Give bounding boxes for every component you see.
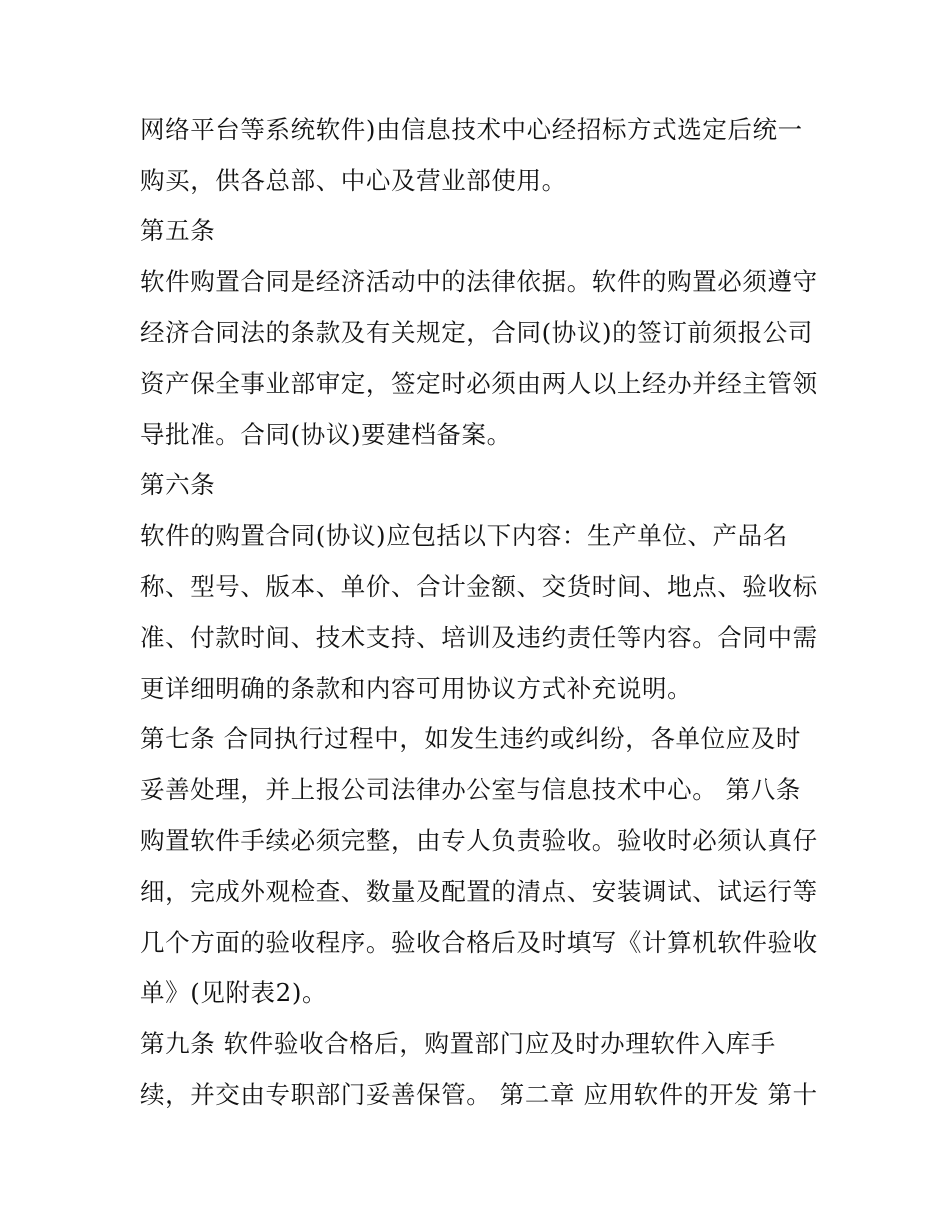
text-line: 第九条 软件验收合格后，购置部门应及时办理软件入库手	[140, 1029, 776, 1058]
text-line: 购买，供各总部、中心及营业部使用。	[140, 166, 567, 195]
text-line: 单》(见附表2)。	[140, 978, 328, 1007]
text-line: 经济合同法的条款及有关规定，合同(协议)的签订前须报公司	[140, 318, 813, 347]
text-line: 几个方面的验收程序。验收合格后及时填写《计算机软件验收	[140, 928, 818, 957]
text-line: 更详细明确的条款和内容可用协议方式补充说明。	[140, 674, 693, 703]
text-line: 细，完成外观检查、数量及配置的清点、安装调试、试运行等	[140, 877, 818, 906]
text-line: 导批准。合同(协议)要建档备案。	[140, 420, 512, 449]
text-line: 资产保全事业部审定，签定时必须由两人以上经办并经主管领	[140, 369, 818, 398]
text-line: 续，并交由专职部门妥善保管。 第二章 应用软件的开发 第十	[140, 1080, 818, 1109]
text-line: 软件购置合同是经济活动中的法律依据。软件的购置必须遵守	[140, 267, 818, 296]
text-line: 第七条 合同执行过程中，如发生违约或纠纷，各单位应及时	[140, 724, 801, 753]
text-line: 称、型号、版本、单价、合计金额、交货时间、地点、验收标	[140, 572, 818, 601]
text-line: 购置软件手续必须完整，由专人负责验收。验收时必须认真仔	[140, 826, 818, 855]
article-heading: 第五条	[140, 216, 216, 245]
text-line: 软件的购置合同(协议)应包括以下内容：生产单位、产品名	[140, 521, 788, 550]
article-heading: 第六条	[140, 470, 216, 499]
text-line: 网络平台等系统软件)由信息技术中心经招标方式选定后统一	[140, 115, 803, 144]
text-line: 准、付款时间、技术支持、培训及违约责任等内容。合同中需	[140, 623, 818, 652]
text-line: 妥善处理，并上报公司法律办公室与信息技术中心。 第八条	[140, 775, 801, 804]
